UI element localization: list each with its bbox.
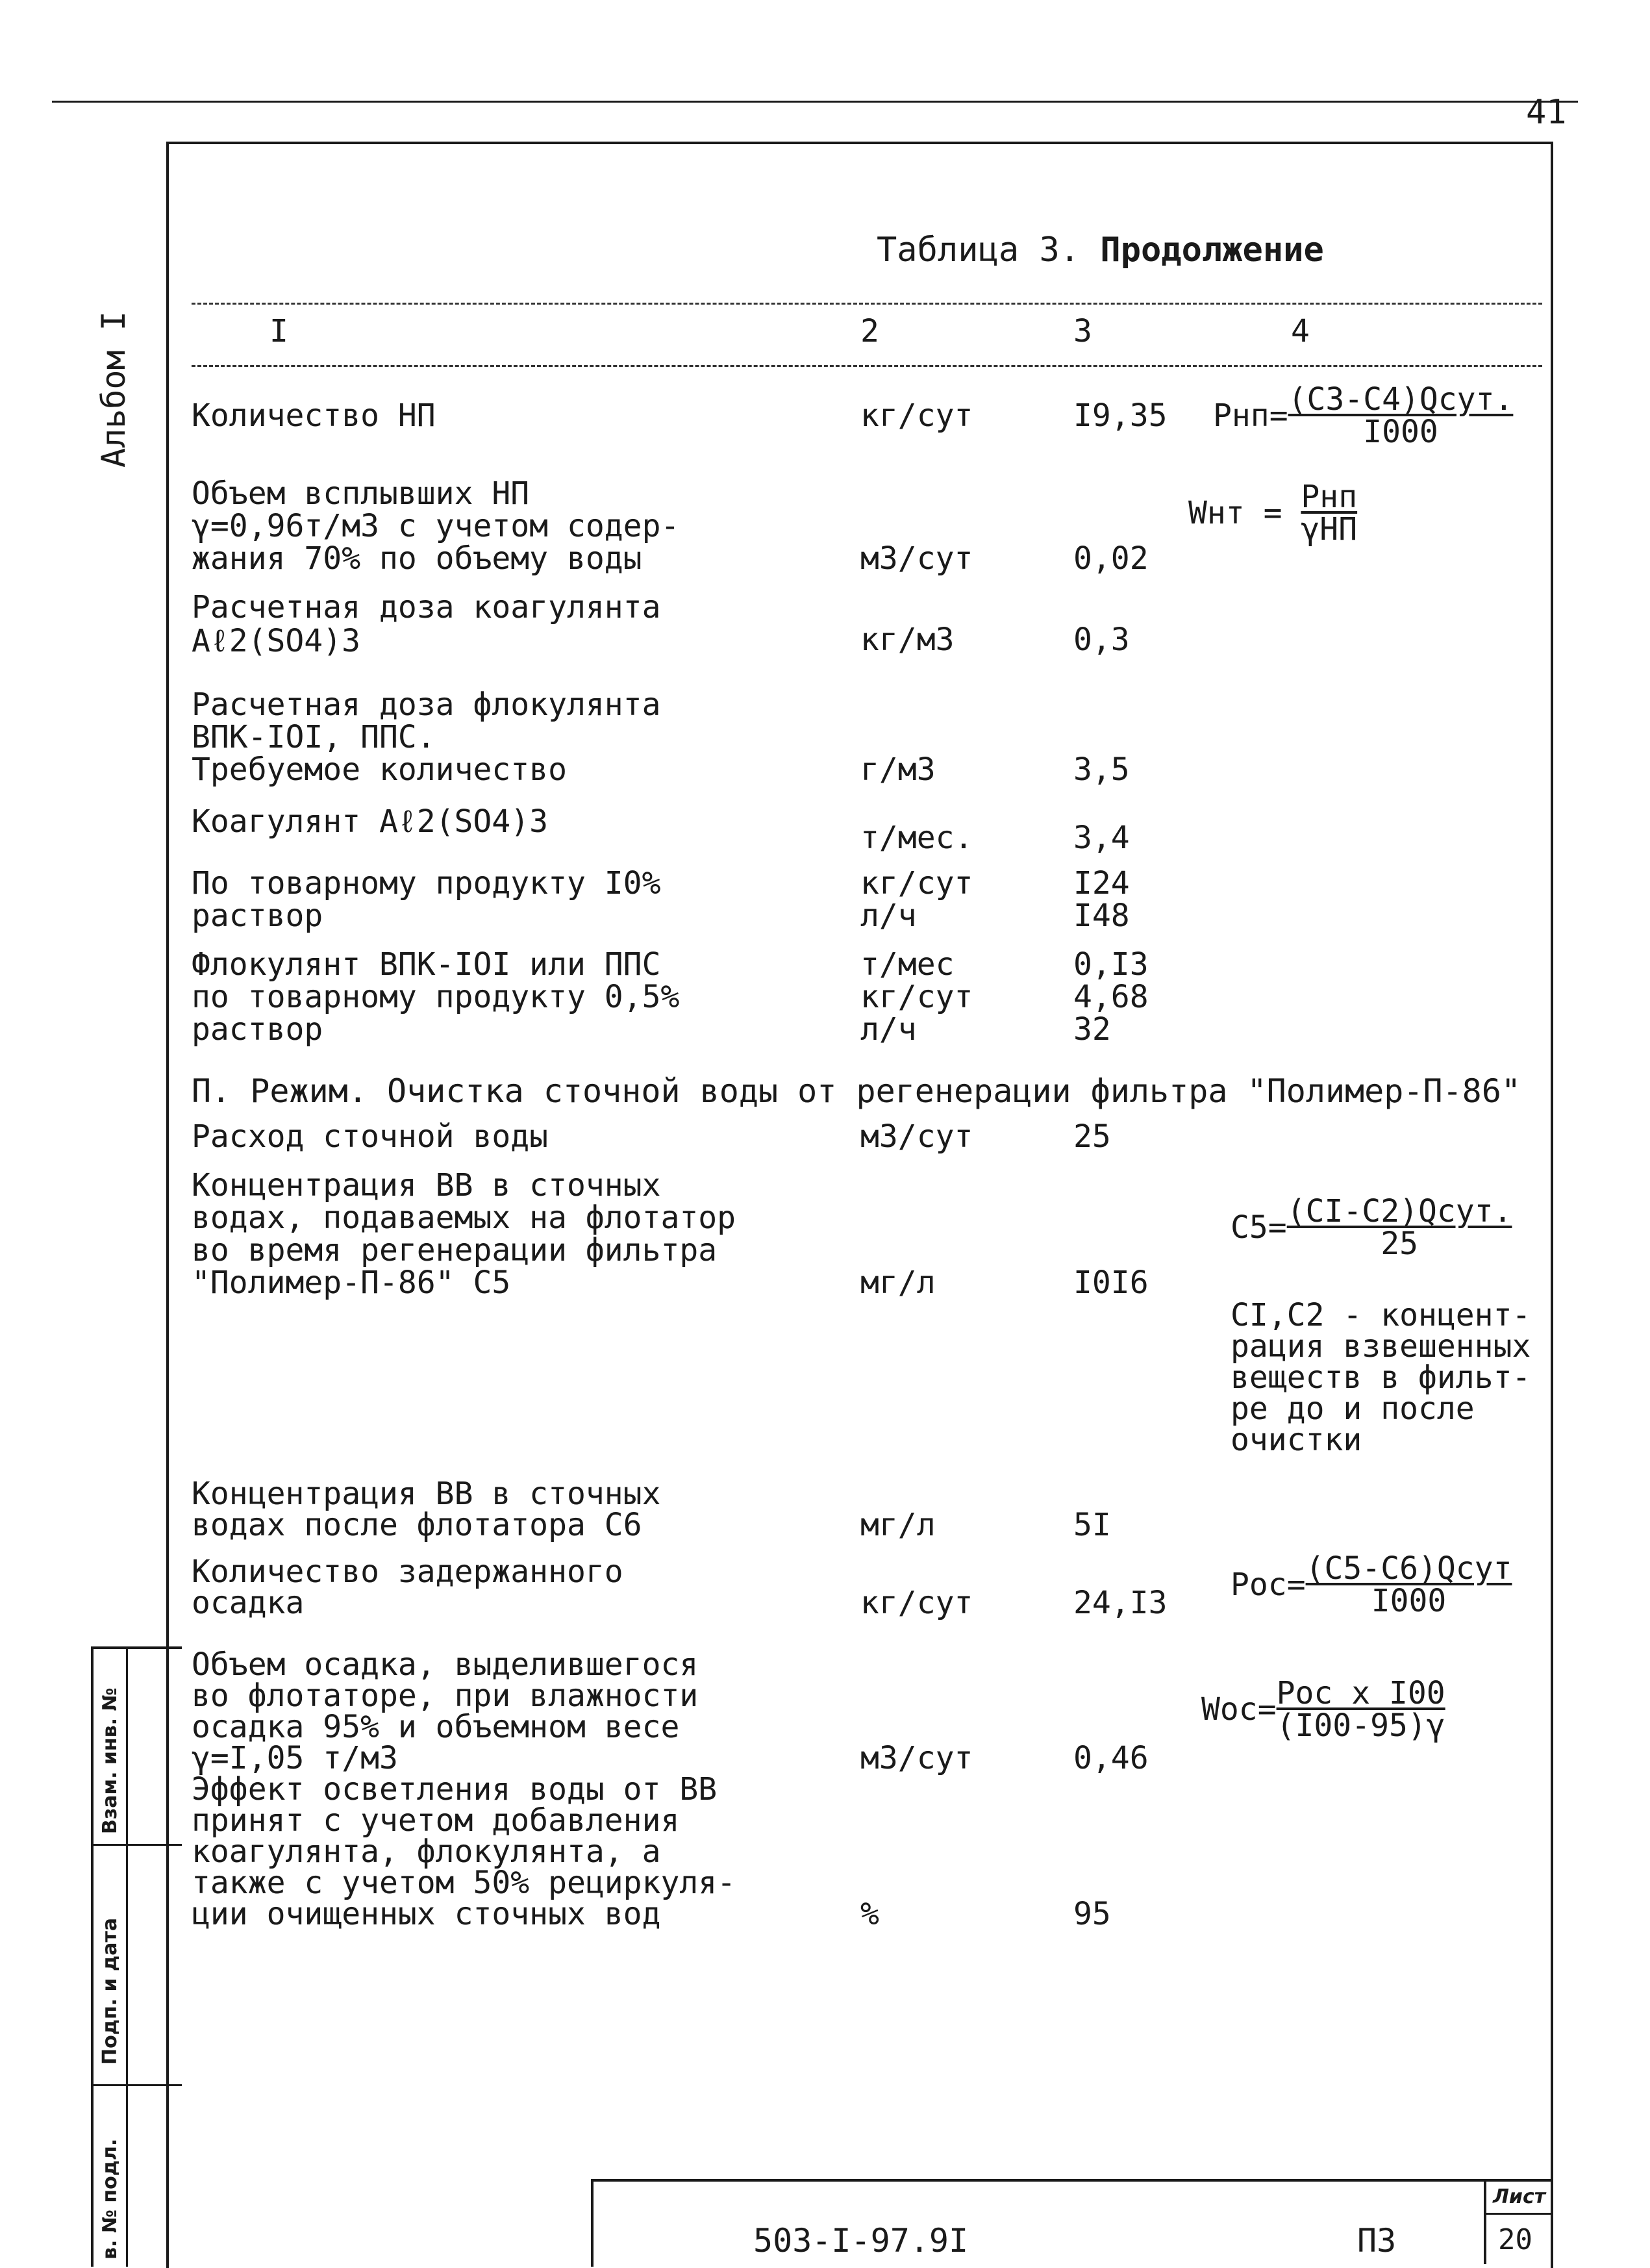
formula-3-left: C5= [1231, 1209, 1287, 1246]
row3-name-line1: Расчетная доза коагулянта [192, 589, 661, 625]
row3-name-line2: Aℓ2(SO4)3 [192, 623, 360, 659]
formula-4 [1231, 1552, 1512, 1617]
row7-name-line1: Флокулянт ВПК-IOI или ППС [192, 946, 661, 983]
row9-name-line4: "Полимер-П-86" C5 [192, 1265, 511, 1301]
row12-name-line2: во флотаторе, при влажности [192, 1678, 699, 1714]
formula-2 [1188, 481, 1357, 546]
row13-name-line4: также с учетом 50% рециркуля- [192, 1865, 736, 1901]
formula-1-num: (C3-C4)Qсут. [1288, 381, 1514, 418]
row11-unit: кг/сут [860, 1585, 973, 1621]
formula-2-num: Pнп [1301, 479, 1358, 515]
formula-1-left: Pнп= [1213, 397, 1288, 434]
col-header-4: 4 [1291, 313, 1310, 349]
left-stamp-strip [91, 1646, 182, 2267]
row6-unit-2: л/ч [860, 898, 917, 934]
formula-2-den: γНП [1301, 511, 1358, 548]
row12-unit: м3/сут [860, 1740, 973, 1776]
col-header-1: I [269, 313, 288, 349]
row6-unit-1: кг/сут [860, 865, 973, 901]
formula-3-note-2: рация взвешенных [1231, 1328, 1531, 1365]
row9-name-line3: во время регенерации фильтра [192, 1232, 718, 1268]
row13-name-line2: принят с учетом добавления [192, 1802, 680, 1839]
row11-name-line2: осадка [192, 1585, 305, 1621]
row7-unit-3: л/ч [860, 1011, 917, 1048]
row9-name-line1: Концентрация ВВ в сточных [192, 1167, 661, 1203]
header-bottom-line [192, 365, 1542, 367]
row10-name-line2: водах после флотатора C6 [192, 1507, 642, 1543]
doc-code: 503-I-97.9I [753, 2222, 969, 2260]
row7-value-2: 4,68 [1073, 979, 1149, 1015]
row10-unit: мг/л [860, 1507, 936, 1543]
row7-name-line2: по товарному продукту 0,5% [192, 979, 680, 1015]
stamp-divider-1 [94, 1844, 182, 1846]
section-code: ПЗ [1357, 2222, 1397, 2260]
row2-name-line3: жания 70% по объему воды [192, 540, 642, 577]
row10-name-line1: Концентрация ВВ в сточных [192, 1476, 661, 1512]
table-caption [877, 231, 1324, 270]
caption-suffix: Продолжение [1100, 231, 1324, 270]
row12-value: 0,46 [1073, 1740, 1149, 1776]
stamp-label-replacement: Взам. инв. № [99, 1687, 121, 1834]
col-header-2: 2 [860, 313, 879, 349]
album-label: Альбом I [95, 311, 132, 468]
row1-value: I9,35 [1073, 397, 1168, 434]
section-heading: П. Режим. Очистка сточной воды от регенерации фильтра "Полимер-П-86" [192, 1072, 1521, 1110]
formula-1-den: I000 [1363, 414, 1438, 450]
row1-name: Количество НП [192, 397, 436, 434]
row9-unit: мг/л [860, 1265, 936, 1301]
row6-value-2: I48 [1073, 898, 1130, 934]
row5-unit: т/мес. [860, 820, 973, 856]
formula-3-note-1: CI,C2 - концент- [1231, 1297, 1531, 1333]
row2-name-line2: γ=0,96т/м3 с учетом содер- [192, 508, 680, 544]
row5-name: Коагулянт Aℓ2(SO4)3 [192, 803, 548, 840]
formula-3-note-4: ре до и после [1231, 1391, 1475, 1427]
formula-4-num: (C5-C6)Qсут [1305, 1550, 1512, 1587]
row5-value: 3,4 [1073, 820, 1130, 856]
row4-name-line2: ВПК-IOI, ППС. [192, 719, 436, 755]
row13-name-line3: коагулянта, флокулянта, а [192, 1833, 661, 1870]
row4-name-line1: Расчетная доза флокулянта [192, 687, 661, 723]
caption-prefix: Таблица 3. [877, 231, 1081, 270]
sheet-label: Лист [1493, 2186, 1546, 2208]
col-header-3: 3 [1073, 313, 1092, 349]
row7-value-3: 32 [1073, 1011, 1111, 1048]
row6-name-line2: раствор [192, 898, 323, 934]
formula-5-den: (I00-95)γ [1276, 1707, 1445, 1744]
title-block [591, 2179, 1551, 2267]
row9-name-line2: водах, подаваемых на флотатор [192, 1200, 736, 1236]
row4-name-line3: Требуемое количество [192, 751, 567, 788]
formula-4-left: Pос= [1231, 1567, 1306, 1603]
formula-3-num: (CI-C2)Qсут. [1286, 1193, 1512, 1229]
formula-5-left: Wос= [1201, 1691, 1277, 1728]
row8-unit: м3/сут [860, 1118, 973, 1155]
top-rule [52, 101, 1578, 103]
formula-5 [1201, 1677, 1445, 1742]
row10-value: 5I [1073, 1507, 1111, 1543]
formula-3-note-5: очистки [1231, 1422, 1362, 1458]
row3-value: 0,3 [1073, 622, 1130, 658]
page-number: 41 [1526, 93, 1567, 132]
row13-value: 95 [1073, 1896, 1111, 1932]
row2-unit: м3/сут [860, 540, 973, 577]
sheet-number: 20 [1498, 2223, 1532, 2256]
row11-name-line1: Количество задержанного [192, 1554, 623, 1590]
formula-2-left: Wнт = [1188, 495, 1282, 531]
stamp-divider-2 [94, 2084, 182, 2086]
row6-name-line1: По товарному продукту I0% [192, 865, 661, 901]
header-top-line [192, 303, 1542, 305]
formula-3-note-3: веществ в фильт- [1231, 1359, 1531, 1396]
row12-name-line3: осадка 95% и объемном весе [192, 1709, 680, 1745]
row11-value: 24,I3 [1073, 1585, 1168, 1621]
row6-value-1: I24 [1073, 865, 1130, 901]
formula-3-den: 25 [1381, 1226, 1418, 1262]
formula-1 [1213, 383, 1513, 448]
row7-value-1: 0,I3 [1073, 946, 1149, 983]
row13-name-line5: ции очищенных сточных вод [192, 1896, 661, 1932]
formula-3 [1231, 1195, 1512, 1260]
row8-name: Расход сточной воды [192, 1118, 549, 1155]
row12-name-line1: Объем осадка, выделившегося [192, 1646, 699, 1683]
row7-name-line3: раствор [192, 1011, 323, 1048]
row2-value: 0,02 [1073, 540, 1149, 577]
row1-unit: кг/сут [860, 397, 973, 434]
stamp-label-original: в. № подл. [99, 2138, 121, 2260]
row12-name-line4: γ=I,05 т/м3 [192, 1740, 398, 1776]
row13-name-line1: Эффект осветления воды от ВВ [192, 1771, 718, 1808]
row2-name-line1: Объем всплывших НП [192, 475, 530, 512]
stamp-label-signature: Подп. и дата [99, 1917, 121, 2065]
row4-value: 3,5 [1073, 751, 1130, 788]
row4-unit: г/м3 [860, 751, 936, 788]
formula-5-num: Pос x I00 [1276, 1675, 1445, 1711]
stamp-divider-vertical [126, 1649, 128, 2267]
row3-unit: кг/м3 [860, 622, 955, 658]
formula-4-den: I000 [1371, 1583, 1447, 1619]
sheet-box [1484, 2179, 1551, 2264]
row13-unit: % [860, 1896, 879, 1932]
row7-unit-2: кг/сут [860, 979, 973, 1015]
row8-value: 25 [1073, 1118, 1111, 1155]
sheet-box-divider [1486, 2213, 1551, 2215]
row7-unit-1: т/мес [860, 946, 955, 983]
row9-value: I0I6 [1073, 1265, 1149, 1301]
